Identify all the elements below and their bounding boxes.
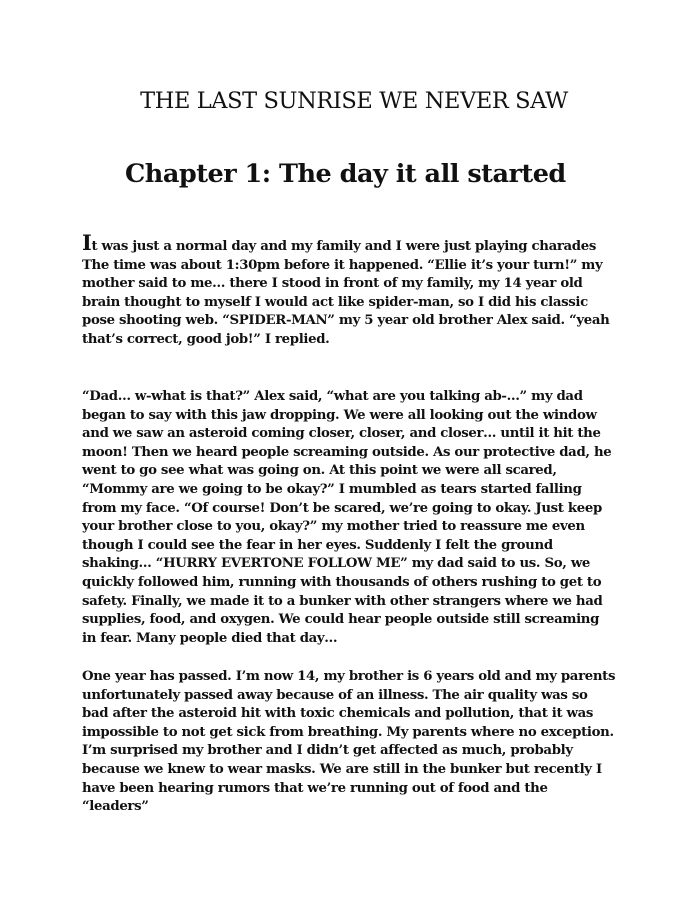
paragraph-3: One year has passed. I’m now 14, my brother is 6 years old and my parents unfortunately passed away because of an illness. The air quality was so bad after the asteroid hit with toxic chemicals and pollution, that it was impossible to not get sick from breathing. My parents where no exception. I’m surprised my brother and I didn’t get affected as much, probably because we knew to wear masks. We are still in the bunker but recently I have been hearing rumors that we’re running out of food and the “leaders” [82, 669, 616, 815]
paragraph-1-text: t was just a normal day and my family and I were just playing charades The time was about 1:30pm before it happened. “Ellie it’s your turn!” my mother said to me… there I stood in front of my family, my 14 year old brain thought to myself I would act like spider-man, so I did his classic pose shooting web. “SPIDER-MAN” my 5 year old brother Alex said. “yeah that’s correct, good job!” I replied. [82, 239, 610, 347]
chapter-heading: Chapter 1: The day it all started [125, 159, 566, 189]
paragraph-1 [82, 230, 617, 350]
paragraph-2: “Dad… w-what is that?” Alex said, “what are you talking ab-…” my dad began to say with this jaw dropping. We were all looking out the window and we saw an asteroid coming closer, closer, and closer… until it hit the moon! Then we heard people screaming outside. As our protective dad, he went to go see what was going on. At this point we were all scared, “Mommy are we going to be okay?” I mumbled as tears started falling from my face. “Of course! Don’t be scared, we’re going to okay. Just keep your brother close to you, okay?” my mother tried to reassure me even though I could see the fear in her eyes. Suddenly I felt the ground shaking… “HURRY EVERTONE FOLLOW ME” my dad said to us. So, we quickly followed him, running with thousands of others rushing to get to safety. Finally, we made it to a bunker with other strangers where we had supplies, food, and oxygen. We could hear people outside still screaming in fear. Many people died that day… [82, 389, 612, 646]
drop-cap: I [82, 230, 92, 255]
story-title: THE LAST SUNRISE WE NEVER SAW [140, 88, 568, 114]
